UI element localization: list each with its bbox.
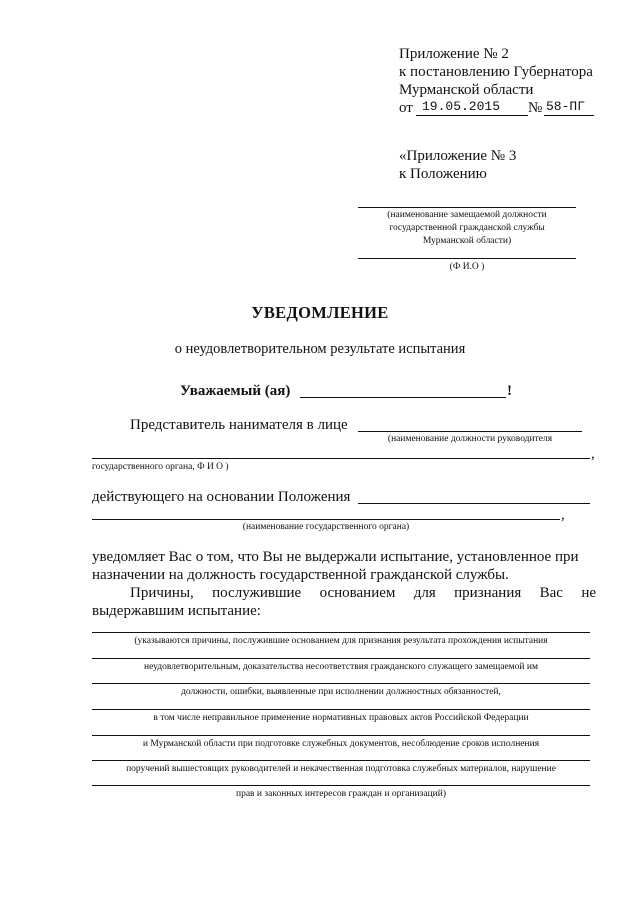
reason-caption-7: прав и законных интересов граждан и организаций) <box>235 789 447 799</box>
org-caption: (наименование государственного органа) <box>242 522 410 532</box>
reason-line-1 <box>92 632 590 633</box>
header-date-prefix: от <box>399 100 413 116</box>
fio-line <box>358 258 576 259</box>
header-date-value: 19.05.2015 <box>422 99 501 114</box>
header-line-2: к постановлению Губернатора <box>399 64 593 80</box>
page-title: УВЕДОМЛЕНИЕ <box>251 303 389 322</box>
notify-line-2: назначении на должность государственной гражданской службы. <box>92 567 509 583</box>
appendix-line-1: «Приложение № 3 <box>399 148 517 164</box>
reason-line-6 <box>92 760 590 761</box>
reasons-word-2: послужившие <box>212 585 302 601</box>
org-fio-line <box>92 458 590 459</box>
representative-text: Представитель нанимателя в лице <box>130 417 348 433</box>
acting-line <box>358 503 590 504</box>
header-number-prefix: № <box>528 100 543 116</box>
reason-line-5 <box>92 735 590 736</box>
reasons-line-1 <box>130 584 596 602</box>
position-caption-1: (наименование замещаемой должности <box>387 210 547 220</box>
salutation-end: ! <box>507 383 512 399</box>
reason-caption-4: в том числе неправильное применение нормативных правовых актов Российской Федерации <box>153 713 529 723</box>
salutation-text: Уважаемый (ая) <box>180 383 291 399</box>
reasons-word-1: Причины, <box>130 585 194 601</box>
representative-line <box>358 431 582 432</box>
reason-line-3 <box>92 683 590 684</box>
comma-2: , <box>561 507 565 523</box>
fio-caption: (Ф И.О ) <box>449 262 485 272</box>
notify-line-1: уведомляет Вас о том, что Вы не выдержали испытание, установленное при <box>92 549 579 565</box>
header-line-3: Мурманской области <box>399 82 534 98</box>
reason-caption-5: и Мурманской области при подготовке служебных документов, несоблюдение сроков исполнения <box>142 739 540 749</box>
appendix-line-2: к Положению <box>399 166 487 182</box>
acting-text: действующего на основании Положения <box>92 489 351 505</box>
position-caption-2: государственной гражданской службы <box>389 223 545 233</box>
reason-caption-6: поручений вышестоящих руководителей и некачественная подготовка служебных материалов, нарушение <box>126 764 556 774</box>
reason-line-2 <box>92 658 590 659</box>
org-line <box>92 519 560 520</box>
header-line-1: Приложение № 2 <box>399 46 509 62</box>
date-underline <box>416 115 528 116</box>
reasons-word-5: признания <box>454 585 522 601</box>
reason-line-7 <box>92 785 590 786</box>
page-subtitle: о неудовлетворительном результате испытания <box>174 341 466 357</box>
comma-1: , <box>591 446 595 462</box>
reason-caption-3: должности, ошибки, выявленные при исполнении должностных обязанностей, <box>181 687 501 697</box>
reason-caption-1: (указываются причины, послужившие основанием для признания результата прохождения испытания <box>134 636 548 646</box>
reason-caption-2: неудовлетворительным, доказательства несоответствия гражданского служащего замещаемой им <box>144 662 538 672</box>
reasons-word-4: для <box>413 585 436 601</box>
representative-caption: (наименование должности руководителя <box>387 434 553 444</box>
reasons-line-2: выдержавшим испытание: <box>92 603 261 619</box>
reasons-word-6: Вас <box>539 585 563 601</box>
org-fio-caption: государственного органа, Ф И О ) <box>92 462 229 472</box>
header-number-value: 58-ПГ <box>546 99 586 114</box>
reason-line-4 <box>92 709 590 710</box>
number-underline <box>544 115 594 116</box>
reasons-word-7: не <box>581 585 596 601</box>
position-line <box>358 207 576 208</box>
salutation-line <box>300 397 506 398</box>
reasons-word-3: основанием <box>319 585 396 601</box>
position-caption-3: Мурманской области) <box>422 236 512 246</box>
